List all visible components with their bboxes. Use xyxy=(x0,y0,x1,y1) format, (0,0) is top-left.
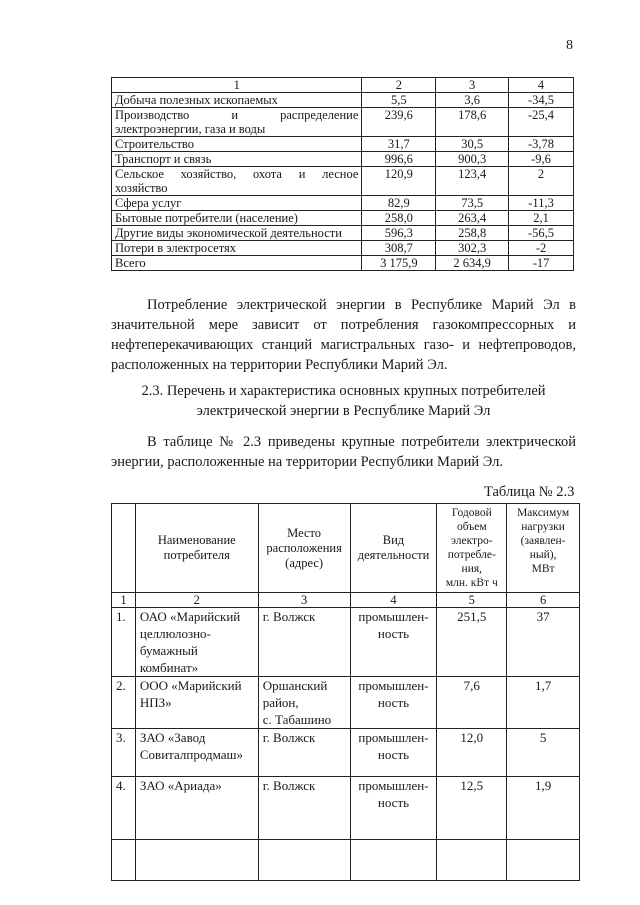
table-row xyxy=(112,152,574,167)
major-consumers-table xyxy=(111,503,580,881)
table-header-row xyxy=(112,504,580,593)
body-paragraph: Потребление электрической энергии в Республике Марий Эл в значительной мере зависит от потребления газокомпрессорных и нефтеперекачивающих станций магистральных газо- и нефтепроводов, расположенных на территории Республики Марий Эл. xyxy=(111,297,576,373)
table-row xyxy=(112,608,580,677)
table-cell xyxy=(258,840,350,881)
table-row xyxy=(112,137,574,152)
table-cell: 2 634,9 xyxy=(436,256,509,271)
table-cell: 30,5 xyxy=(436,137,509,152)
consumer-activity: промышлен- ность xyxy=(350,777,437,840)
table-cell: 82,9 xyxy=(362,196,436,211)
annual-volume: 7,6 xyxy=(437,677,507,729)
consumer-name: ЗАО «Ариада» xyxy=(135,777,258,840)
table-cell: 120,9 xyxy=(362,167,436,196)
annual-volume: 251,5 xyxy=(437,608,507,677)
consumer-name: ОАО «Марийский целлюлозно- бумажный комбинат» xyxy=(135,608,258,677)
sector-label-line1: Сельское хозяйство, охота и лесное xyxy=(115,167,359,181)
consumer-location: г. Волжск xyxy=(258,608,350,677)
table-cell: 302,3 xyxy=(436,241,509,256)
consumer-location: г. Волжск xyxy=(258,777,350,840)
sector-label: Сфера услуг xyxy=(112,196,362,211)
table-cell xyxy=(135,840,258,881)
table-cell: 3 xyxy=(258,593,350,608)
table-cell: -11,3 xyxy=(509,196,574,211)
table-cell: 258,8 xyxy=(436,226,509,241)
row-number: 2. xyxy=(112,677,136,729)
table-row xyxy=(112,777,580,840)
table-row xyxy=(112,196,574,211)
table-row xyxy=(112,226,574,241)
activity-header: Вид деятельности xyxy=(350,504,437,593)
section-heading-line2: электрической энергии в Республике Марий Эл xyxy=(196,403,491,419)
table-cell: -56,5 xyxy=(509,226,574,241)
consumer-location: г. Волжск xyxy=(258,729,350,777)
table-total-row xyxy=(112,256,574,271)
table-cell: 5 xyxy=(437,593,507,608)
table-cell: 258,0 xyxy=(362,211,436,226)
sector-label: Другие виды экономической деятельности xyxy=(112,226,362,241)
body-paragraph: В таблице № 2.3 приведены крупные потребители электрической энергии, расположенные на территории Республики Марий Эл. xyxy=(111,434,576,470)
sector-label: Транспорт и связь xyxy=(112,152,362,167)
table-header-cell: 3 xyxy=(436,78,509,93)
section-heading xyxy=(111,381,576,421)
table-cell xyxy=(437,840,507,881)
table-header-cell: 1 xyxy=(112,78,362,93)
sector-label-line2: электроэнергии, газа и воды xyxy=(115,122,266,136)
table-cell: 900,3 xyxy=(436,152,509,167)
sector-label xyxy=(112,108,362,137)
max-load: 5 xyxy=(507,729,580,777)
table-cell: 996,6 xyxy=(362,152,436,167)
table-row-empty xyxy=(112,840,580,881)
table-cell xyxy=(112,840,136,881)
table-header-cell xyxy=(112,504,136,593)
table-header-cell: 4 xyxy=(509,78,574,93)
table-caption: Таблица № 2.3 xyxy=(484,484,575,500)
consumer-activity: промышлен- ность xyxy=(350,677,437,729)
sector-label: Всего xyxy=(112,256,362,271)
annual-volume-header: Годовой объем электро- потребле- ния, млн. кВт ч xyxy=(437,504,507,593)
table-cell: 178,6 xyxy=(436,108,509,137)
table-row xyxy=(112,677,580,729)
table-row xyxy=(112,167,574,196)
column-index-row xyxy=(112,593,580,608)
annual-volume: 12,0 xyxy=(437,729,507,777)
table-row xyxy=(112,729,580,777)
table-cell: 3 175,9 xyxy=(362,256,436,271)
table-cell: -9,6 xyxy=(509,152,574,167)
table-cell: 6 xyxy=(507,593,580,608)
table-row xyxy=(112,211,574,226)
table-cell: 1 xyxy=(112,593,136,608)
row-number: 3. xyxy=(112,729,136,777)
table-cell: 239,6 xyxy=(362,108,436,137)
consumer-name: ООО «Марийский НПЗ» xyxy=(135,677,258,729)
consumer-activity: промышлен- ность xyxy=(350,729,437,777)
table-cell: 73,5 xyxy=(436,196,509,211)
consumption-by-sector-table xyxy=(111,77,574,271)
location-header: Место расположения (адрес) xyxy=(258,504,350,593)
page-number: 8 xyxy=(566,38,573,53)
table-header-row xyxy=(112,78,574,93)
table-cell: 308,7 xyxy=(362,241,436,256)
table-cell: 2 xyxy=(135,593,258,608)
sector-label: Добыча полезных ископаемых xyxy=(112,93,362,108)
table-cell: 4 xyxy=(350,593,437,608)
table-row xyxy=(112,108,574,137)
table-cell: -25,4 xyxy=(509,108,574,137)
sector-label: Потери в электросетях xyxy=(112,241,362,256)
table-cell: 31,7 xyxy=(362,137,436,152)
sector-label: Бытовые потребители (население) xyxy=(112,211,362,226)
table-cell xyxy=(350,840,437,881)
table-cell: 2 xyxy=(509,167,574,196)
table-cell: 5,5 xyxy=(362,93,436,108)
consumer-location: Оршанский район, с. Табашино xyxy=(258,677,350,729)
row-number: 4. xyxy=(112,777,136,840)
table-cell xyxy=(507,840,580,881)
max-load: 37 xyxy=(507,608,580,677)
max-load: 1,9 xyxy=(507,777,580,840)
section-heading-line1: 2.3. Перечень и характеристика основных крупных потребителей xyxy=(141,383,546,399)
consumer-name-header: Наименование потребителя xyxy=(135,504,258,593)
sector-label: Строительство xyxy=(112,137,362,152)
table-cell: 3,6 xyxy=(436,93,509,108)
table-cell: -34,5 xyxy=(509,93,574,108)
sector-label-line2: хозяйство xyxy=(115,181,168,195)
table-header-cell: 2 xyxy=(362,78,436,93)
table-cell: -3,78 xyxy=(509,137,574,152)
table-cell: 596,3 xyxy=(362,226,436,241)
table-cell: 2,1 xyxy=(509,211,574,226)
table-row xyxy=(112,241,574,256)
sector-label-line1: Производство и распределение xyxy=(115,108,359,122)
table-cell: -2 xyxy=(509,241,574,256)
table-cell: 123,4 xyxy=(436,167,509,196)
table-cell: 263,4 xyxy=(436,211,509,226)
max-load: 1,7 xyxy=(507,677,580,729)
consumer-activity: промышлен- ность xyxy=(350,608,437,677)
max-load-header: Максимум нагрузки (заявлен- ный), МВт xyxy=(507,504,580,593)
row-number: 1. xyxy=(112,608,136,677)
table-cell: -17 xyxy=(509,256,574,271)
sector-label xyxy=(112,167,362,196)
consumer-name: ЗАО «Завод Совиталпродмаш» xyxy=(135,729,258,777)
table-row xyxy=(112,93,574,108)
annual-volume: 12,5 xyxy=(437,777,507,840)
